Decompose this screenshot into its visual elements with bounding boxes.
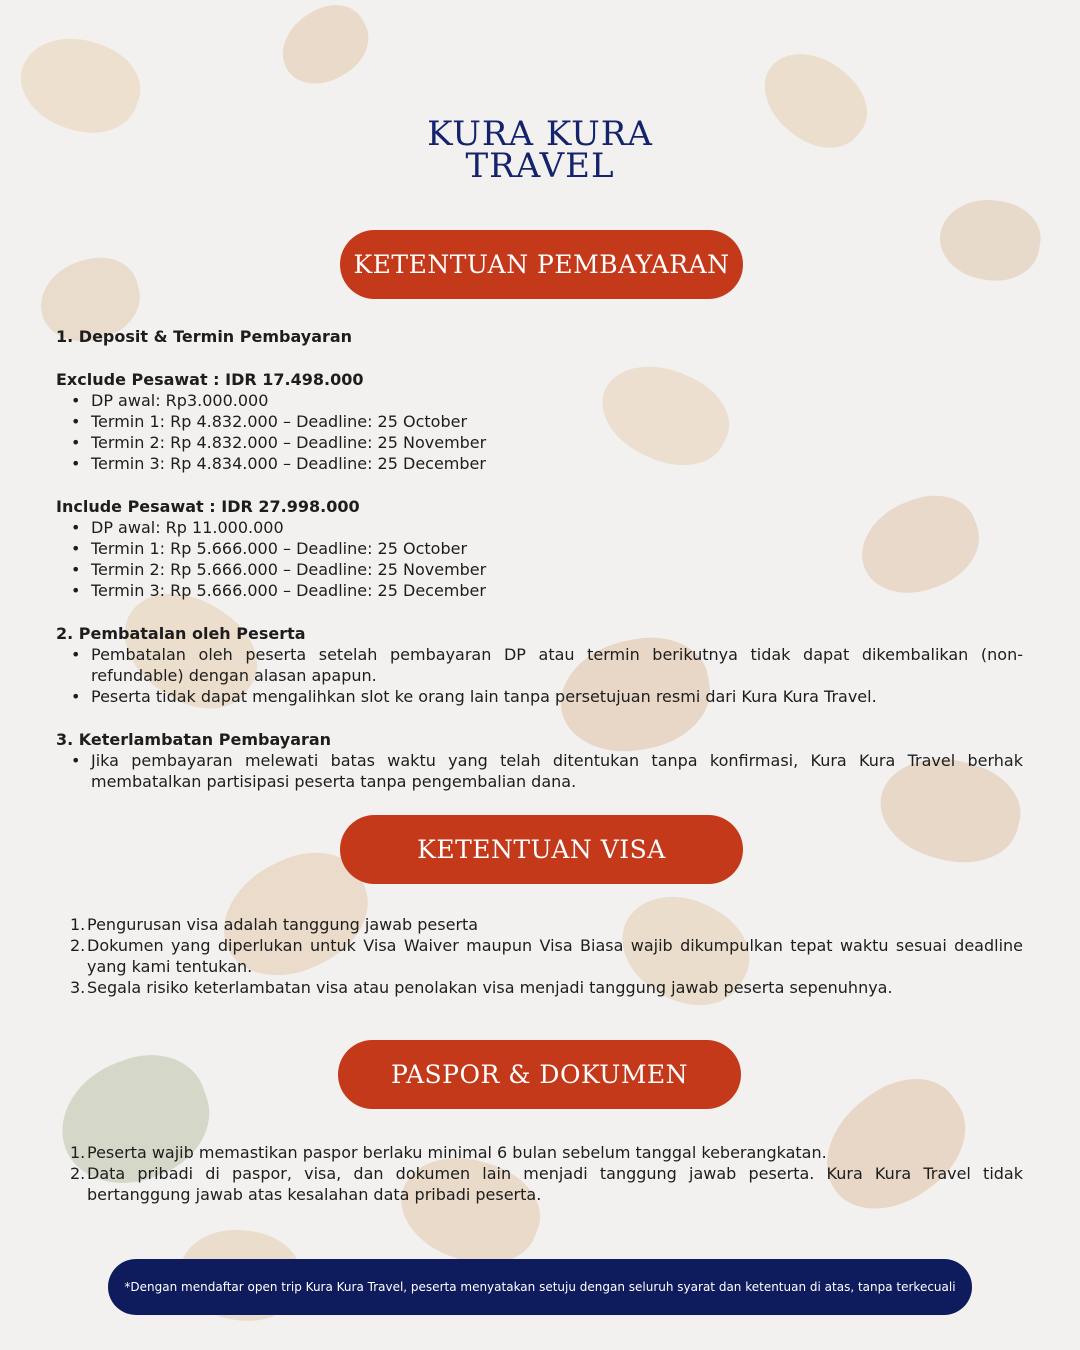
section-pill-passport: PASPOR & DOKUMEN bbox=[338, 1040, 741, 1109]
late-list bbox=[56, 750, 1023, 792]
payment-section bbox=[56, 326, 1023, 792]
list-item: • Termin 3: Rp 5.666.000 – Deadline: 25 December bbox=[56, 580, 1023, 601]
cancel-heading: 2. Pembatalan oleh Peserta bbox=[56, 624, 306, 643]
list-item: • DP awal: Rp 11.000.000 bbox=[56, 517, 1023, 538]
brand-line-1: KURA KURA bbox=[427, 114, 653, 154]
footer-disclaimer: *Dengan mendaftar open trip Kura Kura Travel, peserta menyatakan setuju dengan seluruh syarat dan ketentuan di atas, tanpa terkecuali bbox=[108, 1259, 972, 1315]
passport-list bbox=[56, 1142, 1023, 1205]
visa-list bbox=[56, 914, 1023, 998]
list-item: 2. Data pribadi di paspor, visa, dan dokumen lain menjadi tanggung jawab peserta. Kura Kura Travel tidak bertanggung jawab atas kesalahan data pribadi peserta. bbox=[70, 1164, 1023, 1204]
exclude-list bbox=[56, 390, 1023, 474]
brand-line-2: TRAVEL bbox=[465, 146, 615, 186]
list-item: • Termin 2: Rp 4.832.000 – Deadline: 25 November bbox=[56, 432, 1023, 453]
deposit-heading: 1. Deposit & Termin Pembayaran bbox=[56, 327, 353, 346]
late-heading: 3. Keterlambatan Pembayaran bbox=[56, 730, 332, 749]
list-item: • Pembatalan oleh peserta setelah pembayaran DP atau termin berikutnya tidak dapat dikembalikan (non-refundable) dengan alasan apapun. bbox=[56, 644, 1023, 686]
include-list bbox=[56, 517, 1023, 601]
list-item: • Termin 1: Rp 4.832.000 – Deadline: 25 October bbox=[56, 411, 1023, 432]
list-item: • DP awal: Rp3.000.000 bbox=[56, 390, 1023, 411]
brand-title bbox=[0, 114, 1080, 186]
list-item: • Termin 1: Rp 5.666.000 – Deadline: 25 October bbox=[56, 538, 1023, 559]
list-item: 1. Pengurusan visa adalah tanggung jawab peserta bbox=[70, 915, 479, 934]
list-item: 2. Dokumen yang diperlukan untuk Visa Waiver maupun Visa Biasa wajib dikumpulkan tepat waktu sesuai deadline yang kami tentukan. bbox=[70, 936, 1023, 976]
list-item: 1. Peserta wajib memastikan paspor berlaku minimal 6 bulan sebelum tanggal keberangkatan. bbox=[70, 1143, 827, 1162]
list-item: • Termin 2: Rp 5.666.000 – Deadline: 25 November bbox=[56, 559, 1023, 580]
visa-section bbox=[56, 914, 1023, 998]
section-pill-visa: KETENTUAN VISA bbox=[340, 815, 743, 884]
exclude-heading: Exclude Pesawat : IDR 17.498.000 bbox=[56, 370, 364, 389]
list-item: 3. Segala risiko keterlambatan visa atau penolakan visa menjadi tanggung jawab peserta sepenuhnya. bbox=[70, 978, 893, 997]
list-item: • Peserta tidak dapat mengalihkan slot ke orang lain tanpa persetujuan resmi dari Kura Kura Travel. bbox=[56, 686, 1023, 707]
list-item: • Termin 3: Rp 4.834.000 – Deadline: 25 December bbox=[56, 453, 1023, 474]
section-pill-payment: KETENTUAN PEMBAYARAN bbox=[340, 230, 743, 299]
cancel-list bbox=[56, 644, 1023, 707]
passport-section bbox=[56, 1142, 1023, 1205]
include-heading: Include Pesawat : IDR 27.998.000 bbox=[56, 497, 360, 516]
list-item: • Jika pembayaran melewati batas waktu yang telah ditentukan tanpa konfirmasi, Kura Kura Travel berhak membatalkan partisipasi peserta tanpa pengembalian dana. bbox=[56, 750, 1023, 792]
